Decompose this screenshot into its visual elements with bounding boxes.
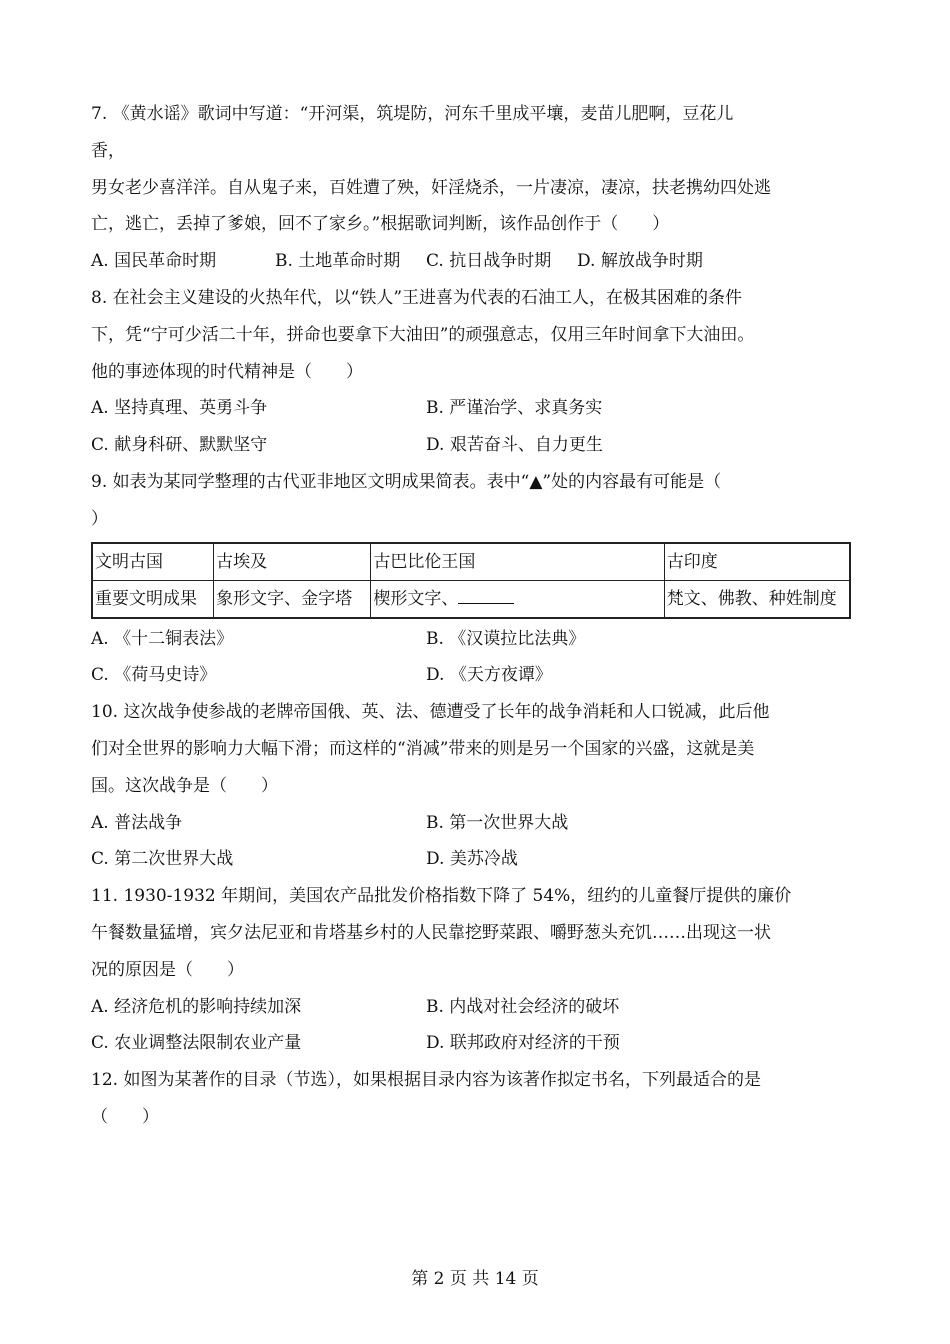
table-row	[92, 580, 850, 618]
option-c: C. 《荷马史诗》	[91, 665, 217, 686]
table-cell: 梵文、佛教、种姓制度	[664, 580, 850, 618]
option-c: C. 献身科研、默默坚守	[91, 435, 268, 456]
option-c: C. 抗日战争时期	[426, 251, 552, 272]
option-a: A. 经济危机的影响持续加深	[91, 996, 302, 1017]
table-cell: 重要文明成果	[92, 580, 214, 618]
civilization-table	[91, 542, 851, 619]
question-7	[91, 96, 861, 280]
question-8-options	[91, 427, 861, 464]
option-d: D. 解放战争时期	[577, 251, 703, 272]
question-11-options	[91, 1025, 861, 1062]
question-10-stem-line: 们对全世界的影响力大幅下滑；而这样的“消减”带来的则是另一个国家的兴盛，这就是美	[91, 738, 755, 759]
question-12-stem-line: （ ）	[91, 1106, 159, 1127]
question-10	[91, 694, 861, 878]
question-11-stem-line: 11. 1930-1932 年期间，美国农产品批发价格指数下降了 54%，纽约的儿童餐厅提供的廉价	[91, 886, 792, 907]
table-cell: 古巴比伦王国	[371, 543, 664, 581]
option-b: B. 严谨治学、求真务实	[426, 398, 603, 419]
option-a: A. 《十二铜表法》	[91, 628, 234, 649]
answer-blank	[458, 585, 514, 604]
question-8-stem-line: 8. 在社会主义建设的火热年代，以“铁人”王进喜为代表的石油工人，在极其困难的条件	[91, 287, 743, 308]
question-9-stem-line: ）	[91, 508, 108, 529]
option-a: A. 国民革命时期	[91, 251, 217, 272]
option-d: D. 艰苦奋斗、自力更生	[426, 435, 603, 456]
question-12-stem-line: 12. 如图为某著作的目录（节选），如果根据目录内容为该著作拟定书名，下列最适合的是	[91, 1070, 761, 1091]
table-cell	[371, 580, 664, 618]
question-10-stem-line: 国。这次战争是（ ）	[91, 775, 278, 796]
table-cell: 文明古国	[92, 543, 214, 581]
question-9-options	[91, 657, 861, 694]
option-d: D. 联邦政府对经济的干预	[426, 1033, 620, 1054]
question-7-stem-line: 7. 《黄水谣》歌词中写道：“开河渠，筑堤防，河东千里成平壤，麦苗儿肥啊，豆花儿	[91, 104, 734, 124]
option-b: B. 《汉谟拉比法典》	[426, 628, 586, 649]
table-cell: 象形文字、金字塔	[214, 580, 371, 618]
table-cell: 古印度	[664, 543, 850, 581]
question-8-options	[91, 390, 861, 427]
question-7-stem-line: 香，	[91, 140, 125, 161]
question-9-options	[91, 621, 861, 658]
question-7-options	[91, 243, 861, 280]
page-content	[91, 96, 861, 1136]
option-b: B. 内战对社会经济的破坏	[426, 996, 620, 1017]
babylon-achievements: 楔形文字、	[373, 588, 459, 609]
option-a: A. 普法战争	[91, 812, 183, 833]
question-9-stem-line: 9. 如表为某同学整理的古代亚非地区文明成果简表。表中“▲”处的内容最有可能是（	[91, 471, 722, 492]
option-b: B. 土地革命时期	[275, 251, 401, 272]
question-12	[91, 1062, 861, 1136]
question-7-stem-line: 亡，逃亡，丢掉了爹娘，回不了家乡。”根据歌词判断，该作品创作于（ ）	[91, 214, 670, 235]
option-d: D. 《天方夜谭》	[426, 665, 552, 686]
question-11-options	[91, 989, 861, 1026]
option-c: C. 第二次世界大战	[91, 849, 234, 870]
question-11	[91, 878, 861, 1062]
question-10-options	[91, 841, 861, 878]
question-8-stem-line: 下，凭“宁可少活二十年，拼命也要拿下大油田”的顽强意志，仅用三年时间拿下大油田。	[91, 324, 755, 345]
question-9	[91, 464, 861, 694]
question-10-stem-line: 10. 这次战争使参战的老牌帝国俄、英、法、德遭受了长年的战争消耗和人口锐减，此后他	[91, 702, 770, 723]
option-a: A. 坚持真理、英勇斗争	[91, 398, 268, 419]
table-cell: 古埃及	[214, 543, 371, 581]
table-header-row	[92, 543, 850, 581]
question-7-stem-line: 男女老少喜洋洋。自从鬼子来，百姓遭了殃，奸淫烧杀，一片凄凉，凄凉，扶老携幼四处逃	[91, 177, 771, 198]
option-c: C. 农业调整法限制农业产量	[91, 1033, 302, 1054]
question-10-options	[91, 805, 861, 842]
option-b: B. 第一次世界大战	[426, 812, 569, 833]
page-footer: 第 2 页 共 14 页	[411, 1269, 539, 1289]
question-8	[91, 280, 861, 464]
option-d: D. 美苏冷战	[426, 849, 518, 870]
question-8-stem-line: 他的事迹体现的时代精神是（ ）	[91, 361, 363, 382]
question-11-stem-line: 午餐数量猛增，宾夕法尼亚和肯塔基乡村的人民靠挖野菜跟、嚼野葱头充饥……出现这一状	[91, 922, 771, 943]
question-11-stem-line: 况的原因是（ ）	[91, 959, 244, 980]
